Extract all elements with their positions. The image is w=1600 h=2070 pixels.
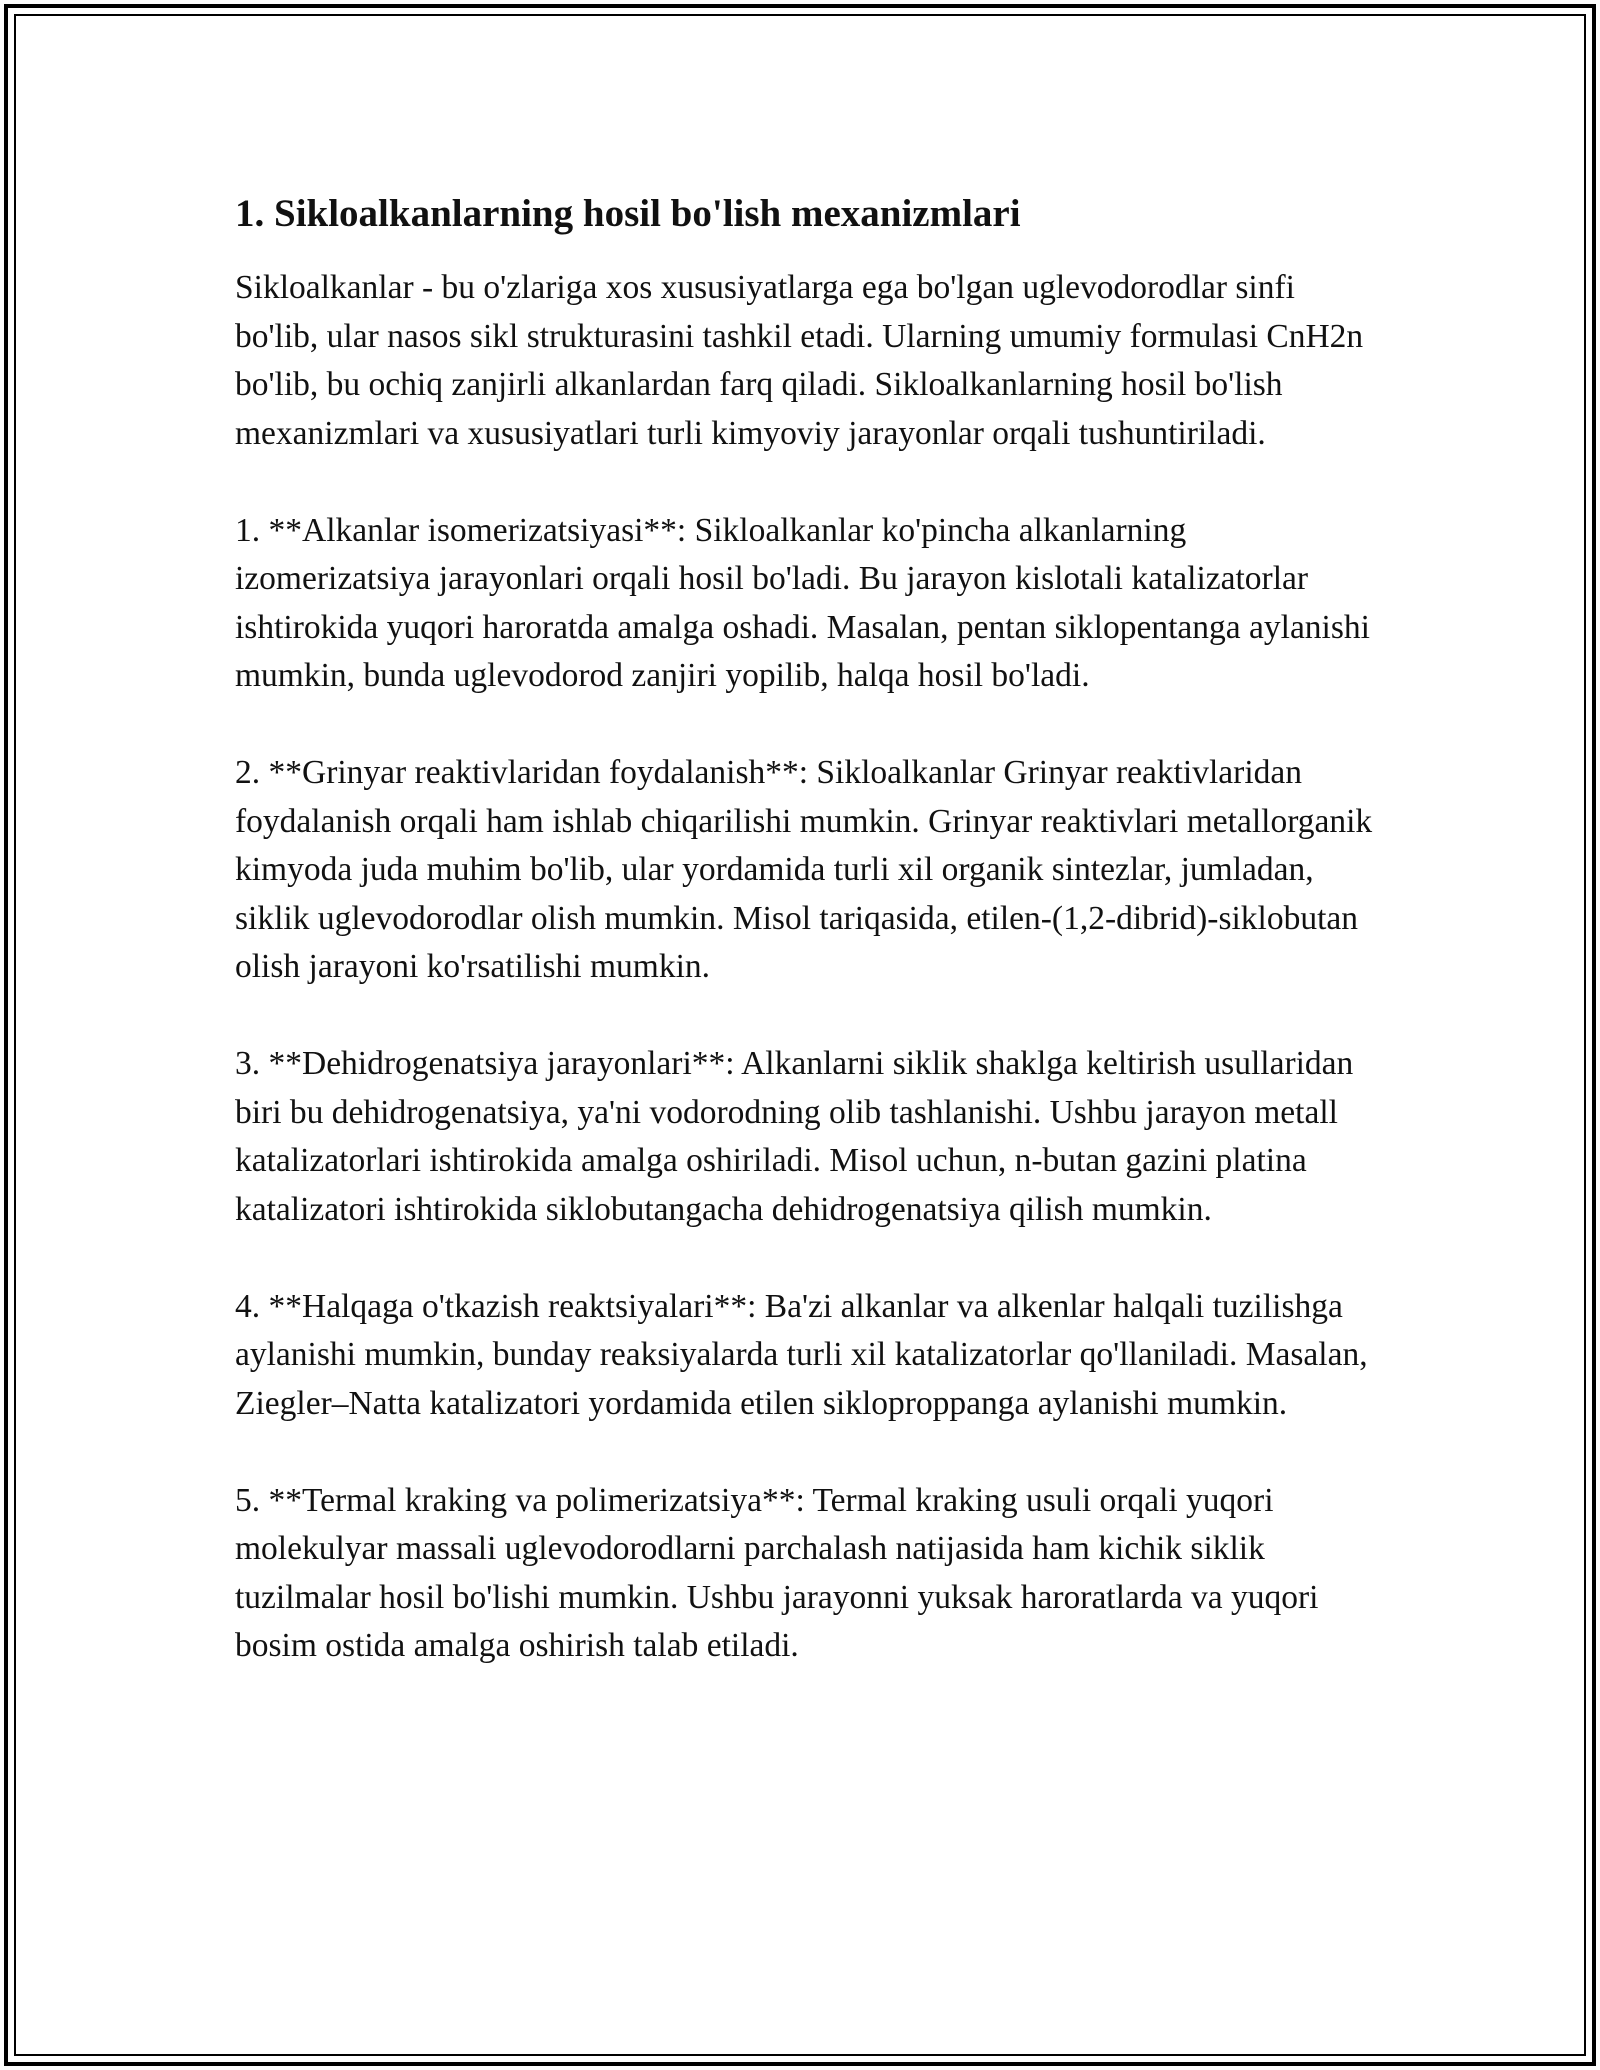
paragraph-item-5: 5. **Termal kraking va polimerizatsiya**: Termal kraking usuli orqali yuqori molekulyar massali uglevodorodlarni parchalash natijasida ham kichik siklik tuzilmalar hosil bo'lishi mumkin. Ushbu jarayonni yuksak haroratlarda va yuqori bosim ostida amalga oshirish talab etiladi. [235,1481,1319,1664]
paragraph-item-3: 3. **Dehidrogenatsiya jarayonlari**: Alkanlarni siklik shaklga keltirish usullaridan biri bu dehidrogenatsiya, ya'ni vodorodning olib tashlanishi. Ushbu jarayon metall katalizatorlari ishtirokida amalga oshiriladi. Misol uchun, n-butan gazini platina katalizatori ishtirokida siklobutangacha dehidrogenatsiya qilish mumkin. [235,1045,1354,1228]
document-title: 1. Sikloalkanlarning hosil bo'lish mexanizmlari [235,192,1021,235]
document-body [235,186,1375,1719]
paragraph-item-1: 1. **Alkanlar isomerizatsiyasi**: Sikloalkanlar ko'pincha alkanlarning izomerizatsiya jarayonlari orqali hosil bo'ladi. Bu jarayon kislotali katalizatorlar ishtirokida yuqori haroratda amalga oshadi. Masalan, pentan siklopentanga aylanishi mumkin, bunda uglevodorod zanjiri yopilib, halqa hosil bo'ladi. [235,511,1370,694]
paragraph-intro: Sikloalkanlar - bu o'zlariga xos xususiyatlarga ega bo'lgan uglevodorodlar sinfi bo'lib, ular nasos sikl strukturasini tashkil etadi. Ularning umumiy formulasi CnH2n bo'lib, bu ochiq zanjirli alkanlardan farq qiladi. Sikloalkanlarning hosil bo'lish mexanizmlari va xususiyatlari turli kimyoviy jarayonlar orqali tushuntiriladi. [235,269,1364,452]
paragraph-item-2: 2. **Grinyar reaktivlaridan foydalanish**: Sikloalkanlar Grinyar reaktivlaridan foydalanish orqali ham ishlab chiqarilishi mumkin. Grinyar reaktivlari metallorganik kimyoda juda muhim bo'lib, ular yordamida turli xil organik sintezlar, jumladan, siklik uglevodorodlar olish mumkin. Misol tariqasida, etilen-(1,2-dibrid)-siklobutan olish jarayoni ko'rsatilishi mumkin. [235,754,1373,985]
paragraph-item-4: 4. **Halqaga o'tkazish reaktsiyalari**: Ba'zi alkanlar va alkenlar halqali tuzilishga aylanishi mumkin, bunday reaksiyalarda turli xil katalizatorlar qo'llaniladi. Masalan, Ziegler–Natta katalizatori yordamida etilen sikloproppanga aylanishi mumkin. [235,1287,1368,1422]
